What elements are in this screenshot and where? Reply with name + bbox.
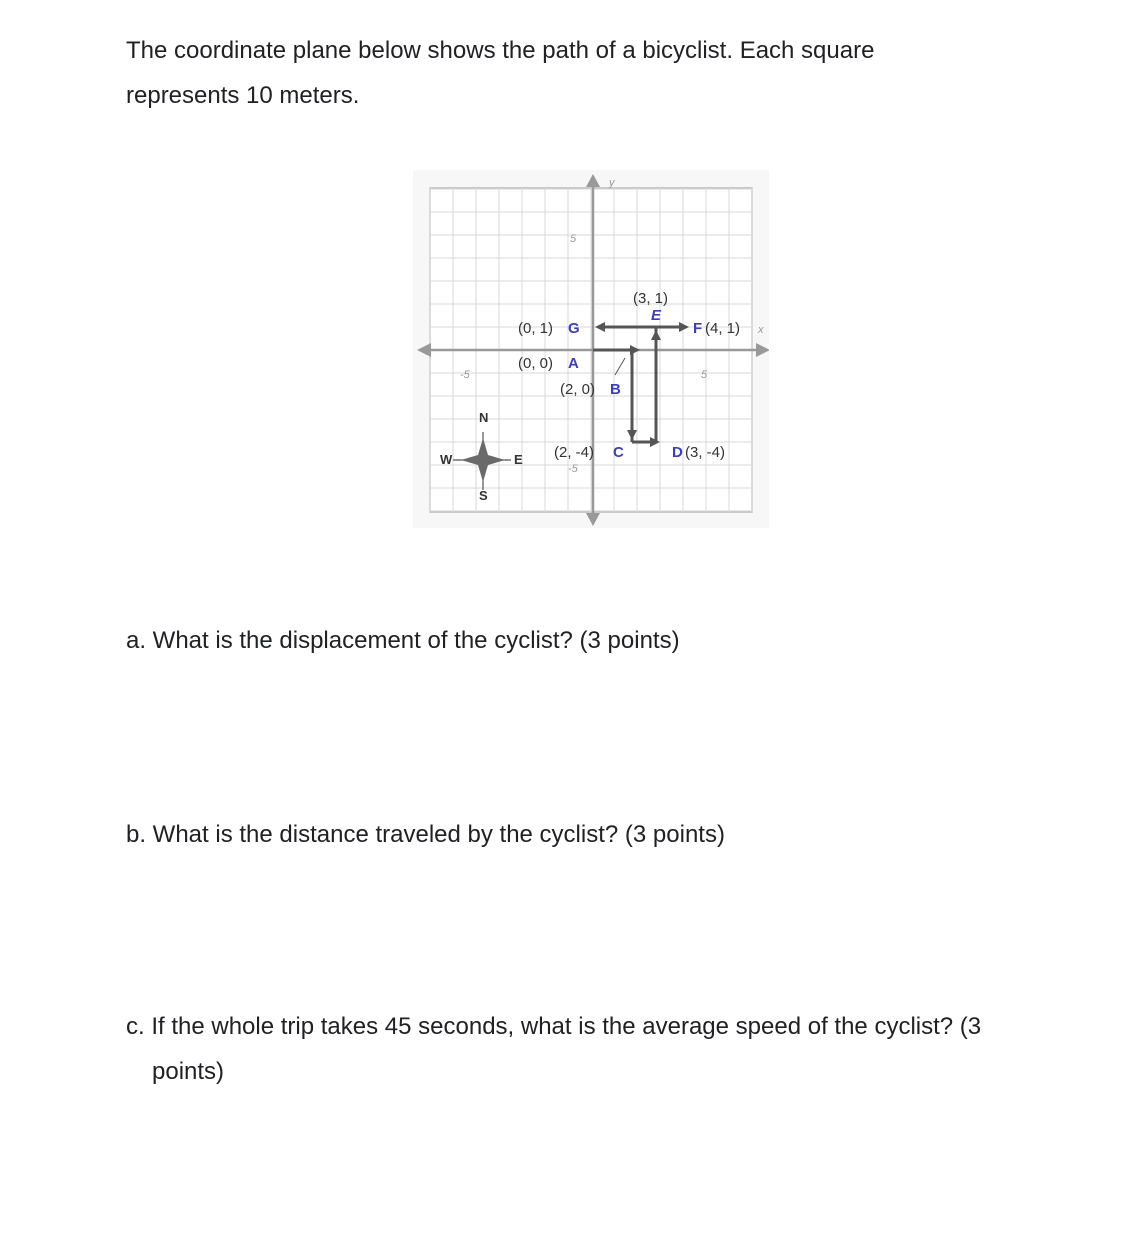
label-g-coords: (0, 1) [518,320,554,337]
coordinate-plane-svg [413,170,769,528]
label-g-letter: G [568,320,580,337]
label-a-coords: (0, 0) [518,355,554,372]
question-c-line-1: c. If the whole trip takes 45 seconds, what is the average speed of the cyclist? (3 [126,1013,982,1040]
label-b-coords: (2, 0) [560,381,596,398]
y-tick-top: 5 [570,233,577,245]
question-a: a. What is the displacement of the cyclist? (3 points) [126,627,680,654]
label-f-coords: (4, 1) [705,320,741,337]
question-b: b. What is the distance traveled by the cyclist? (3 points) [126,821,725,848]
question-c-line-2: points) [152,1058,225,1085]
compass-west: W [440,452,453,467]
label-c-letter: C [613,444,624,461]
label-c-coords: (2, -4) [554,444,595,461]
intro-line-1: The coordinate plane below shows the path of a bicyclist. Each square [126,37,875,64]
compass-south: S [479,488,488,503]
label-f-letter: F [693,320,703,337]
question-c [126,1004,1082,1094]
label-e-letter: E [651,307,662,324]
label-d-letter: D [672,444,683,461]
x-axis-label: x [758,324,764,336]
coordinate-plane-figure [413,170,769,528]
x-tick-right: 5 [701,369,708,381]
y-axis-label: y [609,177,615,189]
label-a-letter: A [568,355,579,372]
label-e-coords: (3, 1) [633,290,669,307]
label-d-coords: (3, -4) [685,444,726,461]
x-tick-left: -5 [460,369,470,381]
label-b-letter: B [610,381,621,398]
compass-east: E [514,452,523,467]
intro-paragraph [126,28,1006,118]
y-tick-bottom: -5 [568,463,578,475]
intro-line-2: represents 10 meters. [126,82,360,109]
compass-north: N [479,410,489,425]
